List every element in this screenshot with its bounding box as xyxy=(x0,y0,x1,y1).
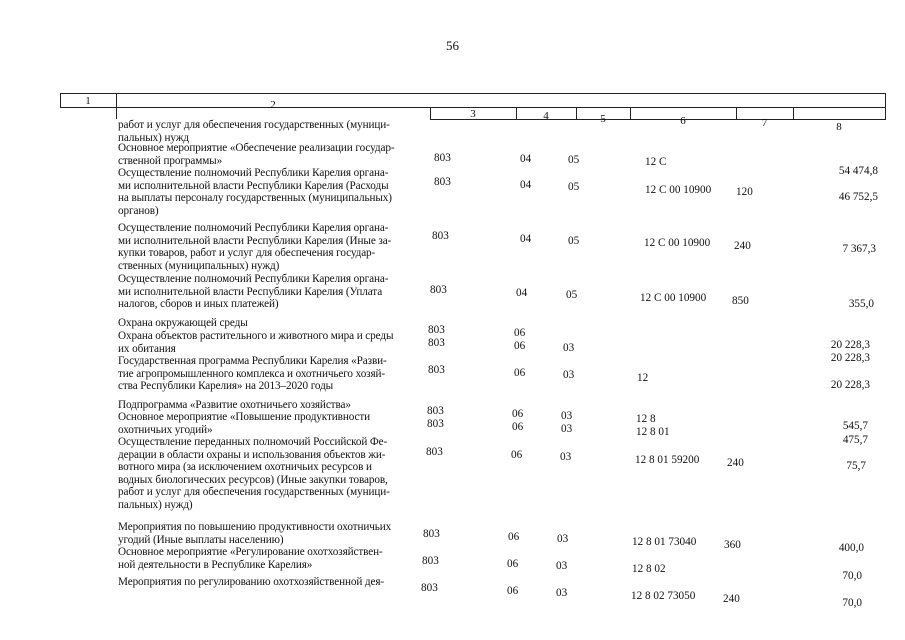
row-col4: 04 xyxy=(520,233,532,245)
page-number: 56 xyxy=(446,38,459,53)
row-col4: 06 xyxy=(514,367,526,379)
row-col3: 803 xyxy=(422,555,439,567)
row-col6: 12 С 00 10900 xyxy=(644,237,711,249)
row-name: Охрана окружающей среды xyxy=(118,317,248,329)
row-col8: 75,7 xyxy=(846,460,866,472)
row-col7: 240 xyxy=(723,593,740,605)
row-name: Осуществление полномочий Республики Карелия органа- ми исполнительной власти Республики Карелия (Иные за- купки товаров, работ и услуг для обеспечения государ- ственных (муниципальных) нужд) xyxy=(118,222,392,272)
row-col6: 12 8 01 xyxy=(636,426,670,438)
row-col5: 03 xyxy=(563,369,575,381)
row-col4: 06 xyxy=(511,449,523,461)
row-col3: 803 xyxy=(426,446,443,458)
header-col-8: 8 xyxy=(836,121,842,133)
header-divider xyxy=(793,107,794,119)
row-col4: 06 xyxy=(512,408,524,420)
row-col8: 400,0 xyxy=(838,542,864,554)
row-col3: 803 xyxy=(428,337,445,349)
row-col8: 70,0 xyxy=(842,597,862,609)
row-col5: 03 xyxy=(556,587,568,599)
row-col8: 46 752,5 xyxy=(838,191,878,203)
row-col5: 03 xyxy=(556,560,568,572)
row-name: Основное мероприятие «Регулирование охотхозяйствен- ной деятельности в Республике Карелия» xyxy=(118,546,383,571)
row-name: Подпрограмма «Развитие охотничьего хозяйства» xyxy=(118,399,351,411)
row-col8: 20 228,3 xyxy=(830,339,870,351)
row-name: Осуществление полномочий Республики Карелия органа- ми исполнительной власти Республики Карелия (Уплата налогов, сборов и иных платежей) xyxy=(118,273,389,311)
header-divider xyxy=(885,93,886,119)
row-name: Осуществление переданных полномочий Российской Фе- дерации в области охраны и использования объектов жи- вотного мира (за исключением охотничьих ресурсов и водных биологических ресурсов) (Иные закупки товаров, работ и услуг для обеспечения государственных (муници- пальных) нужд) xyxy=(118,436,390,511)
row-col3: 803 xyxy=(423,528,440,540)
row-col3: 803 xyxy=(428,364,445,376)
row-col5: 05 xyxy=(568,235,580,247)
row-col5: 03 xyxy=(557,533,569,545)
row-col3: 803 xyxy=(421,582,438,594)
row-col8: 20 228,3 xyxy=(830,379,870,391)
row-col4: 04 xyxy=(516,287,528,299)
row-name: Основное мероприятие «Обеспечение реализации государ- ственной программы» xyxy=(118,142,395,167)
row-col4: 06 xyxy=(514,340,526,352)
row-col8: 355,0 xyxy=(848,298,874,310)
row-col6: 12 С 00 10900 xyxy=(640,292,707,304)
row-col7: 850 xyxy=(732,295,749,307)
header-col-1: 1 xyxy=(85,95,91,107)
row-col6: 12 8 02 xyxy=(632,563,666,575)
row-col7: 360 xyxy=(724,539,741,551)
row-col4: 06 xyxy=(507,558,519,570)
row-col6: 12 8 02 73050 xyxy=(631,590,696,602)
row-col6: 12 xyxy=(637,372,649,384)
row-col5: 05 xyxy=(568,154,580,166)
header-col-3: 3 xyxy=(470,108,476,120)
header-top-line xyxy=(60,93,886,94)
row-col3: 803 xyxy=(428,324,445,336)
row-col4: 04 xyxy=(520,179,532,191)
row-col6: 12 8 01 73040 xyxy=(632,536,697,548)
row-col5: 05 xyxy=(568,181,580,193)
row-col7: 120 xyxy=(736,186,753,198)
row-col5: 03 xyxy=(563,342,575,354)
row-name: Мероприятия по повышению продуктивности охотничьих угодий (Иные выплаты населению) xyxy=(118,521,392,546)
row-col5: 03 xyxy=(560,451,572,463)
row-name: Государственная программа Республики Карелия «Разви- тие агропромышленного комплекса и охотничьего хозяй- ства Республики Карелия» на 2013–2020 годы xyxy=(118,355,387,393)
row-name: работ и услуг для обеспечения государственных (муници- пальных) нужд xyxy=(118,119,390,144)
row-col6: 12 С 00 10900 xyxy=(645,184,712,196)
row-name: Осуществление полномочий Республики Карелия органа- ми исполнительной власти Республики Карелия (Расходы на выплаты персоналу государственных (муниципальных) органов) xyxy=(118,167,392,217)
row-col4: 06 xyxy=(507,585,519,597)
row-col3: 803 xyxy=(430,284,447,296)
row-col6: 12 С xyxy=(645,156,667,168)
row-name: Мероприятия по регулированию охотхозяйственной дея- xyxy=(118,576,385,588)
row-col7: 240 xyxy=(727,457,744,469)
header-col-4: 4 xyxy=(543,110,549,122)
row-col8: 545,7 xyxy=(842,420,868,432)
row-col6: 12 8 xyxy=(636,413,656,425)
row-col5: 03 xyxy=(561,410,573,422)
row-col4: 06 xyxy=(512,421,524,433)
row-col4: 06 xyxy=(514,327,526,339)
row-name: Основное мероприятие «Повышение продуктивности охотничьих угодий» xyxy=(118,411,371,436)
row-col7: 240 xyxy=(734,240,751,252)
row-col8: 475,7 xyxy=(842,434,868,446)
row-col4: 06 xyxy=(508,531,520,543)
header-col-2: 2 xyxy=(270,99,276,111)
row-col3: 803 xyxy=(432,230,449,242)
header-col-6: 6 xyxy=(680,115,686,127)
row-name: Охрана объектов растительного и животного мира и среды их обитания xyxy=(118,330,394,355)
row-col3: 803 xyxy=(434,152,451,164)
row-col5: 03 xyxy=(561,423,573,435)
row-col3: 803 xyxy=(434,176,451,188)
row-col4: 04 xyxy=(520,153,532,165)
row-col8: 7 367,3 xyxy=(842,243,876,255)
row-col6: 12 8 01 59200 xyxy=(635,454,700,466)
row-col8: 70,0 xyxy=(842,570,862,582)
row-col5: 05 xyxy=(566,289,578,301)
header-col-7: 7 xyxy=(761,117,768,129)
row-col3: 803 xyxy=(427,418,444,430)
row-col3: 803 xyxy=(427,405,444,417)
row-col8: 54 474,8 xyxy=(838,165,878,177)
header-col-5: 5 xyxy=(600,113,606,125)
row-col8: 20 228,3 xyxy=(830,352,870,364)
